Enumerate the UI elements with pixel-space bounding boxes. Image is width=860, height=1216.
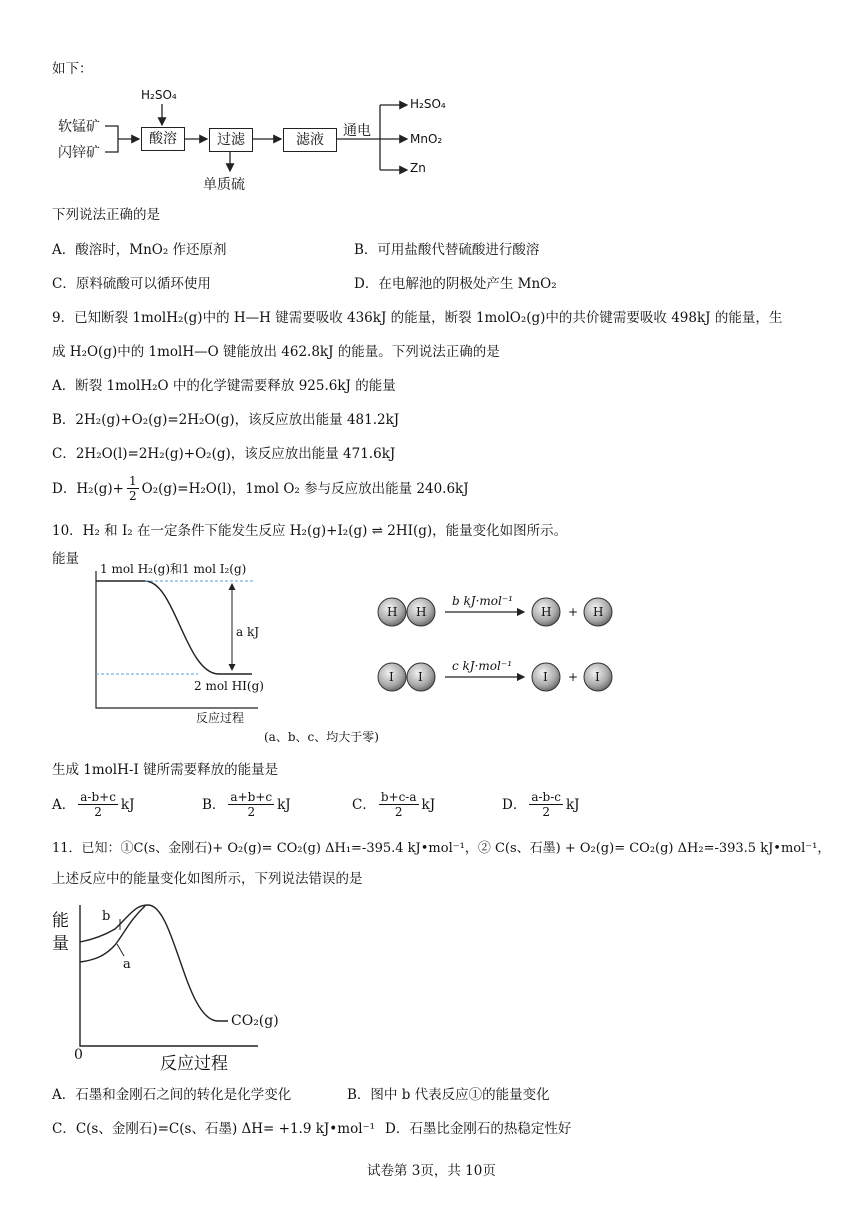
- origin-label: 0: [74, 1047, 83, 1063]
- q11-y-axis-label-1: 能: [52, 911, 69, 931]
- fraction-denominator: 2: [247, 805, 256, 819]
- fraction-denominator: 2: [542, 805, 550, 819]
- option-letter: A．: [52, 796, 76, 813]
- q11-stem-line-2: 上述反应中的能量变化如图所示，下列说法错误的是: [52, 871, 363, 887]
- q11-option-c: C．C(s、金刚石)=C(s、石墨) ΔH= +1.9 kJ•mol⁻¹: [52, 1121, 376, 1137]
- step-acid-dissolve: 酸溶: [141, 127, 185, 151]
- ore-1-label: 软锰矿: [58, 119, 100, 135]
- fraction-numerator: 1: [129, 474, 137, 488]
- intro-text: 如下：: [52, 61, 93, 77]
- q9-stem-line-1: 9．已知断裂 1molH₂(g)中的 H—H 键需要吸收 436kJ 的能量，断裂 1molO₂(g)中的共价键需要吸收 498kJ 的能量，生: [52, 310, 783, 326]
- i-atom-label: I: [418, 670, 423, 684]
- h-atom-label: H: [387, 605, 398, 619]
- ore-2-label: 闪锌矿: [58, 145, 100, 161]
- i-atom-label: I: [389, 670, 394, 684]
- q8-option-d: D．在电解池的阴极处产生 MnO₂: [354, 276, 557, 292]
- q10-note: (a、b、c、均大于零): [264, 730, 379, 744]
- page-footer: 试卷第 3页，共 10页: [367, 1163, 496, 1179]
- fraction-numerator: a+b+c: [230, 790, 273, 804]
- q9-option-c: C．2H₂O(l)=2H₂(g)+O₂(g)，该反应放出能量 471.6kJ: [52, 446, 396, 462]
- option-unit: kJ: [120, 796, 135, 813]
- option-unit: kJ: [566, 796, 580, 813]
- curve-b-label: b: [102, 909, 111, 924]
- q9-option-a: A．断裂 1molH₂O 中的化学键需要释放 925.6kJ 的能量: [52, 378, 396, 394]
- q11-option-b: B．图中 b 代表反应①的能量变化: [347, 1087, 550, 1103]
- step-filter: 过滤: [209, 128, 253, 152]
- q11-y-axis-label-2: 量: [52, 934, 69, 954]
- option-unit: kJ: [277, 796, 291, 813]
- h-atom-label: H: [593, 605, 604, 619]
- output-2-label: MnO₂: [410, 132, 443, 146]
- h-atom-label: H: [416, 605, 427, 619]
- q8-option-a: A．酸溶时，MnO₂ 作还原剂: [52, 242, 227, 258]
- q11-x-axis-label: 反应过程: [160, 1054, 228, 1074]
- option-letter: C．: [352, 796, 376, 813]
- fraction-numerator: a-b+c: [80, 790, 116, 804]
- i-atom-label: I: [543, 670, 548, 684]
- q9-stem-line-2: 成 H₂O(g)中的 1molH—O 键能放出 462.8kJ 的能量。下列说法正确的是: [52, 344, 500, 360]
- product-label: CO₂(g): [231, 1013, 279, 1029]
- h-atom-label: H: [541, 605, 552, 619]
- byproduct-label: 单质硫: [203, 177, 245, 193]
- option-letter: B．: [202, 796, 226, 813]
- bond-energy-b-label: b kJ·mol⁻¹: [452, 594, 513, 608]
- q10-reactant-label: 1 mol H₂(g)和1 mol I₂(g): [100, 562, 247, 576]
- fraction-denominator: 2: [129, 489, 137, 503]
- q9-option-d-suffix: O₂(g)=H₂O(l)，1mol O₂ 参与反应放出能量 240.6kJ: [141, 480, 469, 497]
- acid-input-label: H₂SO₄: [141, 88, 177, 102]
- curve-a-label: a: [123, 957, 131, 972]
- bond-energy-c-label: c kJ·mol⁻¹: [452, 659, 513, 673]
- plus-sign: +: [568, 605, 579, 619]
- q10-x-axis-label: 反应过程: [196, 711, 245, 725]
- option-unit: kJ: [421, 796, 436, 813]
- q10-question: 生成 1molH-I 键所需要释放的能量是: [52, 762, 279, 778]
- q10-stem: 10．H₂ 和 I₂ 在一定条件下能发生反应 H₂(g)+I₂(g) ⇌ 2HI(g)，能量变化如图所示。: [52, 523, 568, 539]
- q10-gap-label: a kJ: [236, 625, 260, 639]
- output-3-label: Zn: [410, 161, 426, 175]
- output-1-label: H₂SO₄: [410, 97, 446, 111]
- q8-option-b: B．可用盐酸代替硫酸进行酸溶: [354, 242, 540, 258]
- q11-stem-line-1: 11．已知：①C(s、金刚石)+ O₂(g)= CO₂(g) ΔH₁=-395.4 kJ•mol⁻¹，② C(s、石墨) + O₂(g)= CO₂(g) ΔH₂=-393.5 kJ•mol⁻¹，: [52, 841, 831, 856]
- q11-option-d: D．石墨比金刚石的热稳定性好: [385, 1121, 572, 1137]
- fraction-denominator: 2: [394, 805, 403, 819]
- q10-y-axis-label: 能量: [52, 551, 79, 567]
- fraction-numerator: a-b-c: [531, 790, 561, 804]
- fraction-denominator: 2: [94, 805, 102, 819]
- electrolysis-label: 通电: [343, 123, 371, 139]
- q8-stem: 下列说法正确的是: [52, 207, 160, 223]
- q8-option-c: C．原料硫酸可以循环使用: [52, 276, 211, 292]
- fraction-numerator: b+c-a: [380, 790, 417, 804]
- option-letter: D．: [502, 796, 527, 813]
- step-filtrate: 滤液: [283, 128, 337, 152]
- q9-option-d-prefix: D．H₂(g)+: [52, 480, 124, 497]
- q9-option-b: B．2H₂(g)+O₂(g)=2H₂O(g)，该反应放出能量 481.2kJ: [52, 412, 400, 428]
- q11-option-a: A．石墨和金刚石之间的转化是化学变化: [52, 1087, 292, 1103]
- plus-sign: +: [568, 670, 579, 684]
- q10-product-label: 2 mol HI(g): [194, 679, 264, 693]
- i-atom-label: I: [595, 670, 600, 684]
